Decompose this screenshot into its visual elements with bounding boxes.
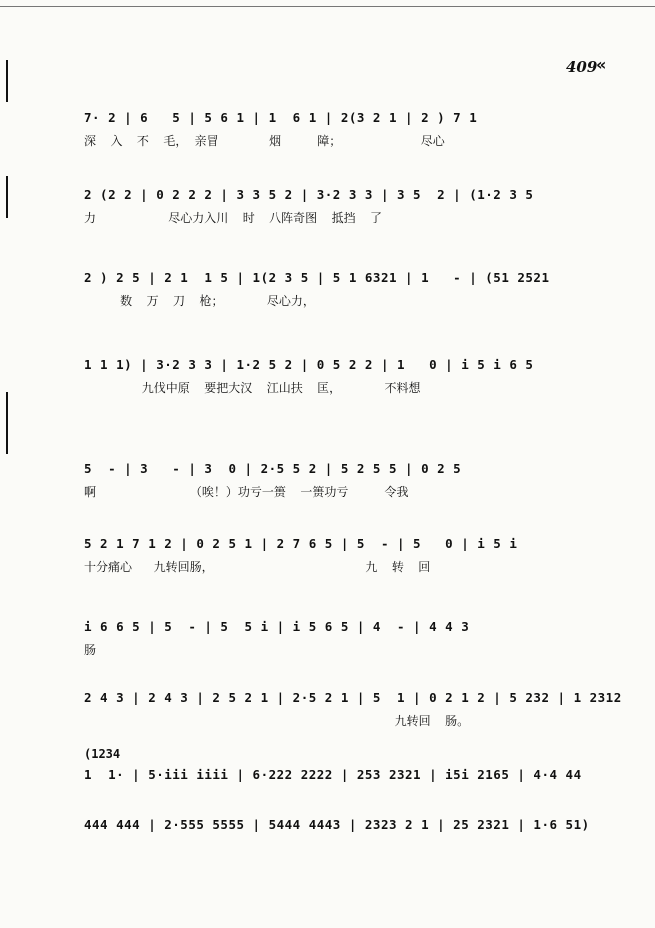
jianpu-notes: 2 ) 2 5 | 2 1 1 5 | 1(2 3 5 | 5 1 6321 | 1 - | (51 2521 — [84, 270, 550, 285]
lyrics-line: 数 万 刀 枪； 尽心力， — [84, 294, 315, 308]
jianpu-notes: 5 2 1 7 1 2 | 0 2 5 1 | 2 7 6 5 | 5 - | 5 0 | i 5 i — [84, 536, 518, 551]
page-corner-mark: « — [596, 55, 607, 74]
binding-mark — [6, 176, 8, 218]
lyrics-line: 啊 （唉！）功亏一篑 一篑功亏 令我 — [84, 485, 409, 499]
jianpu-notes: 2 (2 2 | 0 2 2 2 | 3 3 5 2 | 3·2 3 3 | 3 5 2 | (1·2 3 5 — [84, 187, 534, 202]
jianpu-notes: 5 - | 3 - | 3 0 | 2·5 5 2 | 5 2 5 5 | 0 2 5 — [84, 461, 462, 476]
jianpu-notes: 1 1 1) | 3·2 3 3 | 1·2 5 2 | 0 5 2 2 | 1 0 | i 5 i 6 5 — [84, 357, 534, 372]
lyrics-line: 十分痛心 九转回肠， 九 转 回 — [84, 560, 431, 574]
lyrics-line: 九转回 肠。 — [84, 714, 470, 728]
opening-notes: (1234 — [84, 747, 121, 761]
jianpu-notes: 1 1· | 5·iii iiii | 6·222 2222 | 253 2321 | i5i 2165 | 4·4 44 — [84, 767, 582, 782]
jianpu-notes: i 6 6 5 | 5 - | 5 5 i | i 5 6 5 | 4 - | 4 4 3 — [84, 619, 470, 634]
binding-mark — [6, 392, 8, 454]
page-top-rule — [0, 6, 655, 7]
page-number: 409 — [566, 58, 598, 76]
jianpu-notes: 444 444 | 2·555 5555 | 5444 4443 | 2323 2 1 | 25 2321 | 1·6 51) — [84, 817, 590, 832]
lyrics-line: 深 入 不 毛， 亲冒 烟 障； 尽心 — [84, 134, 445, 148]
jianpu-notes: 2 4 3 | 2 4 3 | 2 5 2 1 | 2·5 2 1 | 5 1 | 0 2 1 2 | 5 232 | 1 2312 — [84, 690, 622, 705]
lyrics-line: 九伐中原 要把大汉 江山扶 匡， 不料想 — [84, 381, 421, 395]
lyrics-line: 力 尽心力入川 时 八阵奇图 抵挡 了 — [84, 211, 383, 225]
lyrics-line: 肠 — [84, 643, 97, 657]
jianpu-notes: 7· 2 | 6 5 | 5 6 1 | 1 6 1 | 2(3 2 1 | 2 ) 7 1 — [84, 110, 478, 125]
binding-mark — [6, 60, 8, 102]
